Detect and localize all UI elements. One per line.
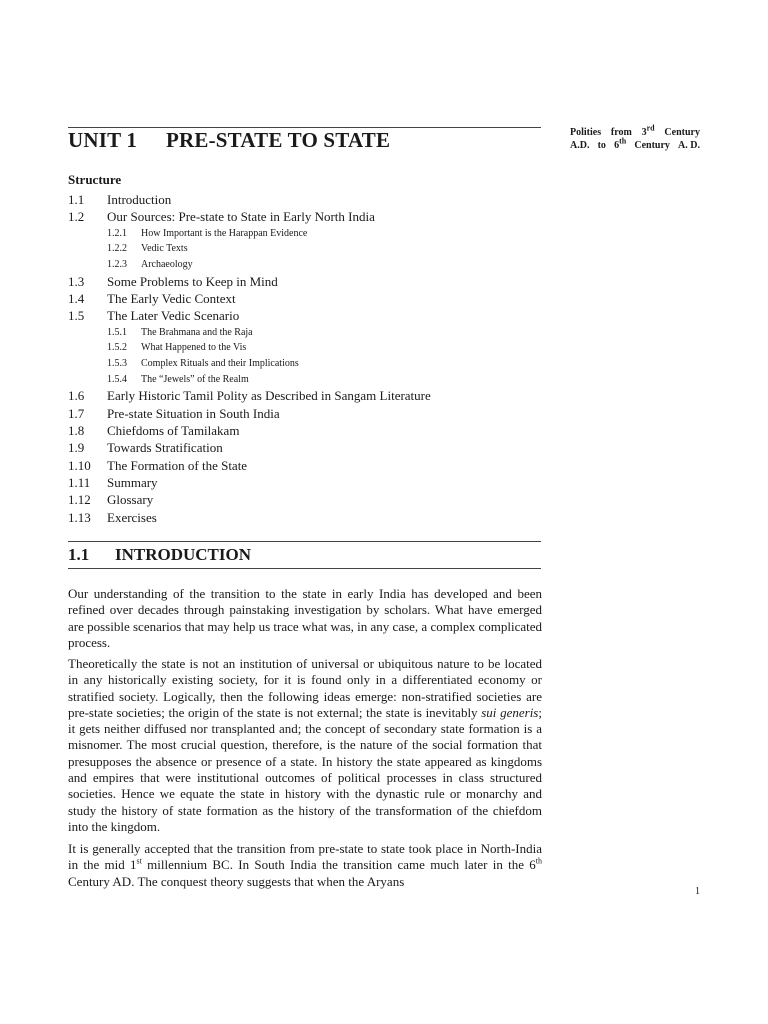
- toc-subitem: 1.2.2 Vedic Texts: [107, 243, 188, 255]
- toc-item: 1.13 Exercises: [68, 509, 157, 525]
- emphasis-sui-generis: sui generis: [481, 704, 539, 720]
- toc-subitem: 1.2.1 How Important is the Harappan Evidence: [107, 227, 308, 239]
- toc-subitem: 1.2.3 Archaeology: [107, 258, 193, 270]
- toc-item: 1.10 The Formation of the State: [68, 457, 248, 473]
- paragraph-1: Our understanding of the transition to the state in early India has developed and been refined over decades through painstaking investigation by scholars. What have emerged are possible scenarios that may help us trace what was, in any case, a complex complicated process.: [68, 586, 542, 650]
- paragraph-3: It is generally accepted that the transition from pre-state to state took place in North-India in the mid 1st millennium BC. In South India the transition came much later in the 6th Century AD. The conquest theory suggests that when the Aryans: [68, 841, 542, 889]
- toc-subitem: 1.5.1 The Brahmana and the Raja: [107, 326, 253, 338]
- side-note-line-1: Polities from 3rd Century: [570, 123, 700, 138]
- unit-title: [68, 128, 390, 153]
- toc-item: 1.6 Early Historic Tamil Polity as Described in Sangam Literature: [68, 388, 431, 404]
- toc-subitem: 1.5.3 Complex Rituals and their Implications: [107, 357, 299, 369]
- toc-subitem: 1.5.4 The “Jewels” of the Realm: [107, 373, 249, 385]
- section-top-rule: [68, 541, 541, 542]
- toc-item: 1.1 Introduction: [68, 192, 172, 207]
- page-number: 1: [695, 886, 700, 897]
- unit-title-text: PRE-STATE TO STATE: [166, 128, 391, 152]
- side-note: [570, 123, 700, 152]
- toc-item: 1.5 The Later Vedic Scenario: [68, 308, 240, 324]
- toc-item: 1.3 Some Problems to Keep in Mind: [68, 273, 278, 289]
- section-title: [68, 545, 251, 565]
- structure-heading: Structure: [68, 172, 122, 187]
- section-title-text: INTRODUCTION: [115, 545, 252, 564]
- table-of-contents: [68, 191, 548, 526]
- toc-item: 1.7 Pre-state Situation in South India: [68, 405, 280, 421]
- toc-item: 1.11 Summary: [68, 475, 158, 491]
- section-number: 1.1: [68, 545, 90, 564]
- toc-item: 1.9 Towards Stratification: [68, 440, 223, 456]
- toc-item: 1.4 The Early Vedic Context: [68, 290, 236, 306]
- toc-item: 1.12 Glossary: [68, 492, 154, 508]
- paragraph-2: Theoretically the state is not an institution of universal or ubiquitous nature to be located in any historically existing society, for it is found only in a differentiated economy or stratified society. Logically, then the following ideas emerge: non-stratified societies are pre-state societies; the origin of the state is not external; the state is inevitably sui generis; it gets neither diffused nor transplanted and; the concept of secondary state formation is a misnomer. The most crucial question, therefore, is the nature of the social formation that presupposes the absence or presence of a state. In history the state appeared as kingdoms and empires that were institutional outcomes of political processes in class structured societies. Hence we equate the state in history with the dynastic rule or monarchy and study the history of state formation as the history of the transformation of the chiefdom into the kingdom.: [68, 656, 542, 834]
- toc-item: 1.8 Chiefdoms of Tamilakam: [68, 422, 240, 438]
- unit-number: UNIT 1: [68, 128, 138, 152]
- section-bottom-rule: [68, 568, 541, 569]
- toc-item: 1.2 Our Sources: Pre-state to State in Early North India: [68, 209, 375, 225]
- side-note-line-2: A.D. to 6th Century A. D.: [570, 136, 700, 151]
- toc-subitem: 1.5.2 What Happened to the Vis: [107, 342, 247, 354]
